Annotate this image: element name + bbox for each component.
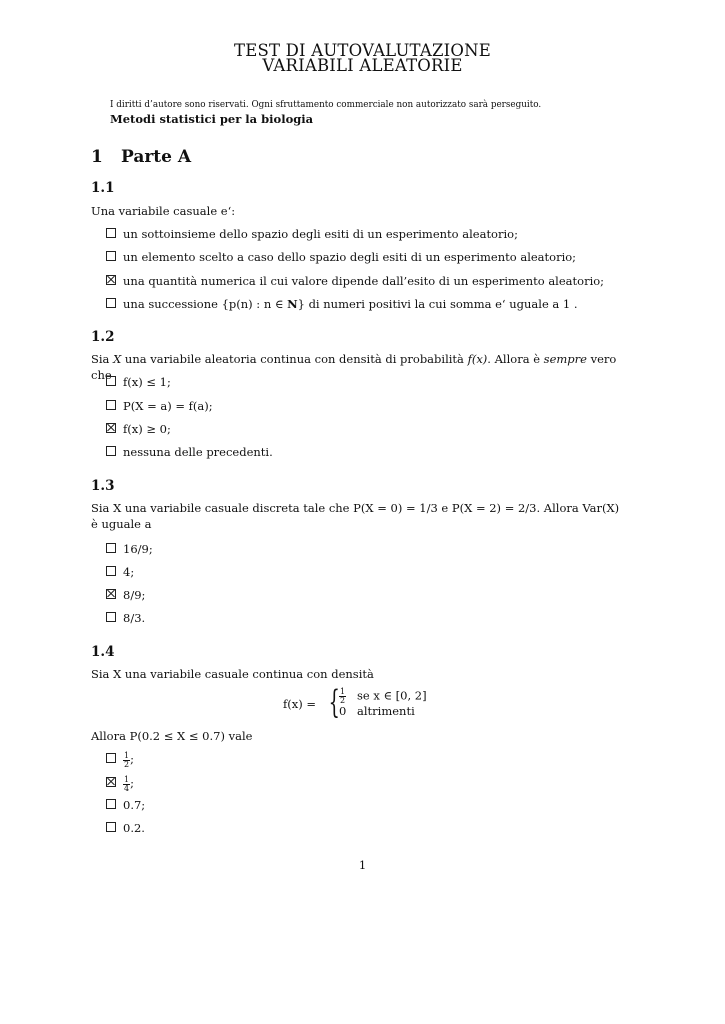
option-1-1-d[interactable]	[106, 296, 578, 312]
checkbox[interactable]	[106, 400, 116, 410]
option-1-3-c[interactable]	[106, 587, 145, 603]
text-part: vero che	[91, 352, 617, 382]
option-label: 8/9;	[123, 588, 146, 602]
text-part: f(x)	[467, 352, 488, 366]
option-label: f(x) ≥ 0;	[123, 422, 171, 436]
checkbox[interactable]	[106, 251, 116, 261]
option-1-4-a[interactable]	[106, 751, 134, 769]
document-title-line2: VARIABILI ALEATORIE	[262, 56, 463, 75]
checkbox[interactable]	[106, 298, 116, 308]
option-1-2-d[interactable]	[106, 444, 273, 460]
question-number-1-2: 1.2	[91, 329, 115, 345]
page-number: 1	[358, 858, 367, 872]
checkbox-checked[interactable]	[106, 589, 116, 599]
checkbox[interactable]	[106, 799, 116, 809]
fraction-numerator: 1	[124, 774, 130, 784]
naturals-symbol: N	[287, 297, 298, 311]
left-brace: {	[328, 683, 340, 721]
formula-row-1	[339, 688, 427, 705]
section-number: 1	[91, 147, 103, 167]
checkbox[interactable]	[106, 543, 116, 553]
text-part: . Allora è	[487, 352, 544, 366]
fraction	[339, 688, 346, 705]
option-label-part: } di numeri positivi la cui somma e‘ uguale a 1 .	[297, 297, 578, 311]
question-text-1-1: Una variabile casuale e‘:	[91, 204, 236, 218]
fraction-denominator: 2	[340, 696, 346, 705]
checkbox[interactable]	[106, 753, 116, 763]
question-text-1-3: Sia X una variabile casuale discreta tale che P(X = 0) = 1/3 e P(X = 2) = 2/3. Allora Var(X) è uguale a	[91, 501, 620, 531]
section-title: Parte A	[121, 147, 192, 167]
option-label: un elemento scelto a caso dello spazio degli esiti di un esperimento aleatorio;	[123, 250, 577, 264]
checkbox[interactable]	[106, 822, 116, 832]
option-1-3-b[interactable]	[106, 564, 134, 580]
text-part: una variabile aleatoria continua con densità di probabilità	[121, 352, 468, 366]
text-part: X	[113, 352, 122, 366]
option-label: un sottoinsieme dello spazio degli esiti di un esperimento aleatorio;	[123, 227, 518, 241]
course-name: Metodi statistici per la biologia	[110, 112, 314, 126]
question-text-1-2	[91, 351, 631, 383]
checkbox-checked[interactable]	[106, 777, 116, 787]
option-1-2-b[interactable]	[106, 398, 213, 414]
option-label: 16/9;	[123, 542, 153, 556]
question-number-1-3: 1.3	[91, 478, 115, 494]
question-text-1-4: Sia X una variabile casuale continua con densità	[91, 667, 374, 681]
checkbox[interactable]	[106, 228, 116, 238]
formula-value: 0	[339, 704, 347, 718]
option-label: 4;	[123, 565, 135, 579]
question-followup-1-4: Allora P(0.2 ≤ X ≤ 0.7) vale	[91, 729, 253, 743]
copyright-notice: I diritti d’autore sono riservati. Ogni sfruttamento commerciale non autorizzato sarà perseguito.	[110, 100, 542, 110]
option-label: 8/3.	[123, 611, 146, 625]
fraction-numerator: 1	[124, 750, 130, 760]
option-1-3-a[interactable]	[106, 541, 153, 557]
option-label: f(x) ≤ 1;	[123, 375, 171, 389]
option-label: 0.2.	[123, 821, 145, 835]
question-number-1-4: 1.4	[91, 644, 115, 660]
checkbox-checked[interactable]	[106, 423, 116, 433]
formula-lhs: f(x) =	[283, 697, 317, 711]
text-part: sempre	[543, 352, 587, 366]
option-1-4-b[interactable]	[106, 775, 134, 793]
option-suffix: ;	[130, 776, 134, 790]
option-1-1-a[interactable]	[106, 226, 518, 242]
option-label: nessuna delle precedenti.	[123, 445, 273, 459]
document-title-line1: TEST DI AUTOVALUTAZIONE	[234, 41, 491, 60]
formula-condition: altrimenti	[357, 704, 415, 718]
option-1-2-c[interactable]	[106, 421, 171, 437]
option-1-4-c[interactable]	[106, 797, 145, 813]
fraction-numerator: 1	[340, 687, 346, 696]
option-1-3-d[interactable]	[106, 610, 145, 626]
fraction-denominator: 2	[124, 759, 130, 769]
option-label-part: una successione {p(n) : n ∈	[123, 297, 288, 311]
checkbox-checked[interactable]	[106, 275, 116, 285]
option-1-2-a[interactable]	[106, 374, 171, 390]
text-part: Sia	[91, 352, 114, 366]
option-label: 0.7;	[123, 798, 146, 812]
question-number-1-1: 1.1	[91, 180, 115, 196]
checkbox[interactable]	[106, 566, 116, 576]
checkbox[interactable]	[106, 446, 116, 456]
section-heading	[91, 147, 191, 167]
option-1-1-b[interactable]	[106, 249, 576, 265]
option-label: una quantità numerica il cui valore dipende dall’esito di un esperimento aleatorio;	[123, 274, 605, 288]
fraction-denominator: 4	[124, 783, 130, 793]
option-label: P(X = a) = f(a);	[123, 399, 213, 413]
formula-condition: se x ∈ [0, 2]	[357, 688, 427, 703]
option-1-1-c[interactable]	[106, 273, 604, 289]
formula-row-2	[339, 704, 415, 718]
checkbox[interactable]	[106, 376, 116, 386]
option-suffix: ;	[130, 752, 134, 766]
option-1-4-d[interactable]	[106, 820, 145, 836]
checkbox[interactable]	[106, 612, 116, 622]
